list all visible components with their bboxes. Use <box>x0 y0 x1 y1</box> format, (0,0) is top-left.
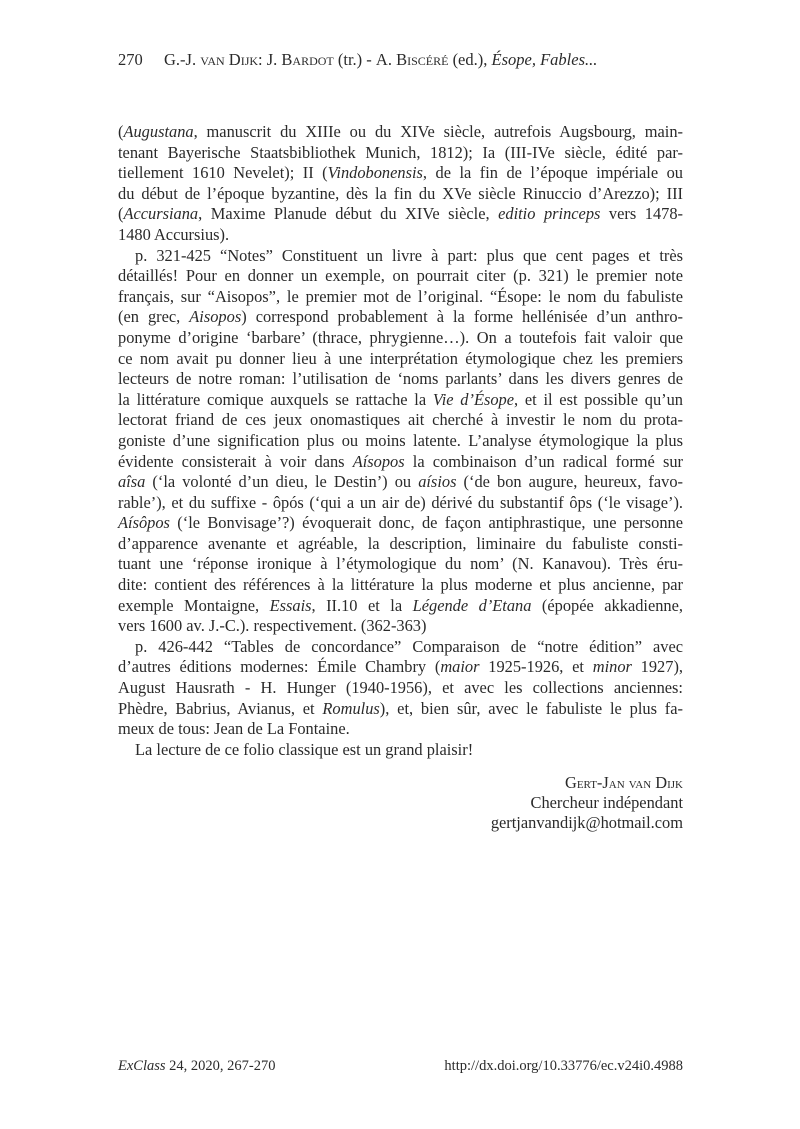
doi-link[interactable]: http://dx.doi.org/10.33776/ec.v24i0.4988 <box>444 1058 683 1074</box>
text-segment: 1925-1926, et <box>479 657 593 677</box>
header-separator: (tr.) - <box>333 50 376 69</box>
text-segment: Phèdre, Babrius, Avianus, et <box>118 698 323 718</box>
text-segment: August Hausrath - H. Hunger (1940-1956), et avec les collections anciennes: <box>118 678 683 698</box>
italic-text: maior <box>440 657 480 677</box>
text-segment: 1927), <box>631 657 683 677</box>
text-segment: français, sur “Aisopos”, le premier mot de l’original. “Ésope: le nom du fabuliste <box>118 286 683 306</box>
italic-text: Aísopos <box>352 451 405 471</box>
text-line <box>118 452 683 473</box>
review-author: G.-J. van Dijk <box>164 50 259 69</box>
text-line <box>118 410 683 431</box>
translator: J. Bardot <box>266 50 334 69</box>
editor: A. Biscéré <box>375 50 449 69</box>
text-segment: évidente consisterait à voir dans <box>118 451 353 471</box>
italic-text: Vie d’Ésope <box>432 389 514 409</box>
page-footer <box>118 1058 683 1075</box>
italic-text: Aisopos <box>189 307 242 327</box>
text-segment: vers 1478- <box>600 204 683 224</box>
text-segment: lectorat friand de ces jeux onomastiques ait cherché à investir le nom du prota- <box>118 410 683 430</box>
footer-citation <box>118 1058 276 1075</box>
text-line <box>118 349 683 370</box>
italic-text: aîsa <box>118 472 146 492</box>
text-segment: , manuscrit du XIIIe ou du XIVe siècle, autrefois Augsbourg, main- <box>193 122 683 141</box>
text-line <box>118 163 683 184</box>
italic-text: Vindobonensis <box>327 163 423 183</box>
book-title: Ésope, Fables... <box>491 50 598 69</box>
text-line <box>118 246 683 267</box>
text-line <box>118 369 683 390</box>
text-line <box>118 225 683 246</box>
text-segment: tuant une ‘réponse ironique à l’étymologique du nom’ (N. Kanavou). Très éru- <box>118 554 683 574</box>
signature-email: gertjanvandijk@hotmail.com <box>490 813 683 832</box>
italic-text: Légende d’Etana <box>412 595 532 615</box>
text-segment: rable’), et du suffixe - ôpós (‘qui a un air de) dérivé du substantif ôps (‘le visage’). <box>118 492 683 512</box>
text-segment: 1480 Accursius). <box>118 224 230 244</box>
signature-role: Chercheur indépendant <box>530 793 683 812</box>
italic-text: Romulus <box>322 698 380 718</box>
text-line <box>118 616 683 637</box>
text-line <box>118 328 683 349</box>
text-segment: tiellement 1610 Nevelet); II ( <box>118 163 328 183</box>
italic-text: aísios <box>418 472 457 492</box>
signature-name: Gert-Jan van Dijk <box>564 773 683 792</box>
text-segment: d’autres éditions modernes: Émile Chambry ( <box>118 657 441 677</box>
text-line <box>118 699 683 720</box>
text-line <box>118 493 683 514</box>
text-segment: (‘de bon augure, heureux, favo- <box>456 472 683 492</box>
text-segment: d’apparence avenante et agréable, la description, liminaire du fabuliste consti- <box>118 533 683 553</box>
text-line <box>118 575 683 596</box>
italic-text: Essais <box>269 595 312 615</box>
text-segment: ) correspond probablement à la forme hellénisée d’un anthro- <box>241 307 683 327</box>
text-line <box>118 122 683 143</box>
text-segment: goniste d’une signification plus ou moins latente. L’analyse étymologique la plus <box>118 430 683 450</box>
text-segment: du début de l’époque byzantine, dès la fin du XVe siècle Rinuccio d’Arezzo); III <box>118 183 683 203</box>
text-line <box>118 287 683 308</box>
text-segment: lecteurs de notre roman: l’utilisation de ‘noms parlants’ dans les divers genres de <box>118 369 683 389</box>
text-segment: (‘le Bonvisage’?) évoquerait donc, de façon antiphrastique, une personne <box>169 513 683 533</box>
text-segment: la combinaison d’un radical formé sur <box>404 451 683 471</box>
text-line <box>118 513 683 534</box>
text-segment: exemple Montaigne, <box>118 595 270 615</box>
italic-text: Aísôpos <box>118 513 170 533</box>
text-line <box>118 307 683 328</box>
signature-block <box>491 773 683 833</box>
italic-text: minor <box>592 657 632 677</box>
text-line <box>118 204 683 225</box>
text-segment: , II.10 et la <box>311 595 413 615</box>
citation-details: 24, 2020, 267-270 <box>165 1058 276 1074</box>
header-separator: : <box>258 50 267 69</box>
text-segment: ), et, bien sûr, avec le fabuliste le plus fa- <box>379 698 683 718</box>
text-segment: , et il est possible qu’un <box>514 389 684 409</box>
text-segment: (en grec, <box>118 307 190 327</box>
text-segment: p. 426-442 “Tables de concordance” Comparaison de “notre édition” avec <box>135 636 683 656</box>
text-line <box>118 390 683 411</box>
text-segment: la littérature comique auxquels se rattache la <box>118 389 433 409</box>
text-line <box>118 143 683 164</box>
text-segment: (épopée akkadienne, <box>531 595 684 615</box>
text-segment: (‘la volonté d’un dieu, le Destin’) ou <box>145 472 419 492</box>
text-line <box>118 554 683 575</box>
text-segment: détaillés! Pour en donner un exemple, on pourrait citer (p. 321) le premier note <box>118 266 683 286</box>
text-line <box>118 472 683 493</box>
text-line <box>118 657 683 678</box>
text-segment: p. 321-425 “Notes” Constituent un livre à part: plus que cent pages et très <box>135 245 683 265</box>
text-line <box>118 431 683 452</box>
text-segment: La lecture de ce folio classique est un grand plaisir! <box>135 739 474 759</box>
italic-text: editio princeps <box>498 204 601 224</box>
text-segment: meux de tous: Jean de La Fontaine. <box>118 719 350 739</box>
text-segment: ( <box>118 204 124 224</box>
running-header <box>118 50 597 70</box>
text-segment: dite: contient des références à la littérature la plus moderne et plus ancienne, par <box>118 575 683 595</box>
review-body <box>118 122 683 760</box>
text-line <box>118 266 683 287</box>
text-segment: , de la fin de l’époque impériale ou <box>422 163 683 183</box>
italic-text: Augustana <box>123 122 194 141</box>
text-segment: , Maxime Planude début du XIVe siècle, <box>198 204 499 224</box>
italic-text: Accursiana <box>123 204 199 224</box>
page-number: 270 <box>118 50 143 69</box>
text-line <box>118 596 683 617</box>
journal-name: ExClass <box>118 1058 166 1074</box>
text-line <box>118 719 683 740</box>
text-segment: ponyme d’origine ‘barbare’ (thrace, phrygienne…). On a toutefois fait valoir que <box>118 327 683 347</box>
text-line <box>118 740 683 761</box>
text-line <box>118 534 683 555</box>
text-segment: vers 1600 av. J.-C.). respectivement. (362-363) <box>118 616 427 636</box>
text-line <box>118 637 683 658</box>
text-segment: ce nom avait pu donner lieu à une interprétation étymologique chez les premiers <box>118 348 683 368</box>
text-segment: ( <box>118 122 124 141</box>
text-segment: tenant Bayerische Staatsbibliothek Munich, 1812); Ia (III-IVe siècle, édité par- <box>118 142 683 162</box>
text-line <box>118 184 683 205</box>
text-line <box>118 678 683 699</box>
header-separator: (ed.), <box>448 50 492 69</box>
